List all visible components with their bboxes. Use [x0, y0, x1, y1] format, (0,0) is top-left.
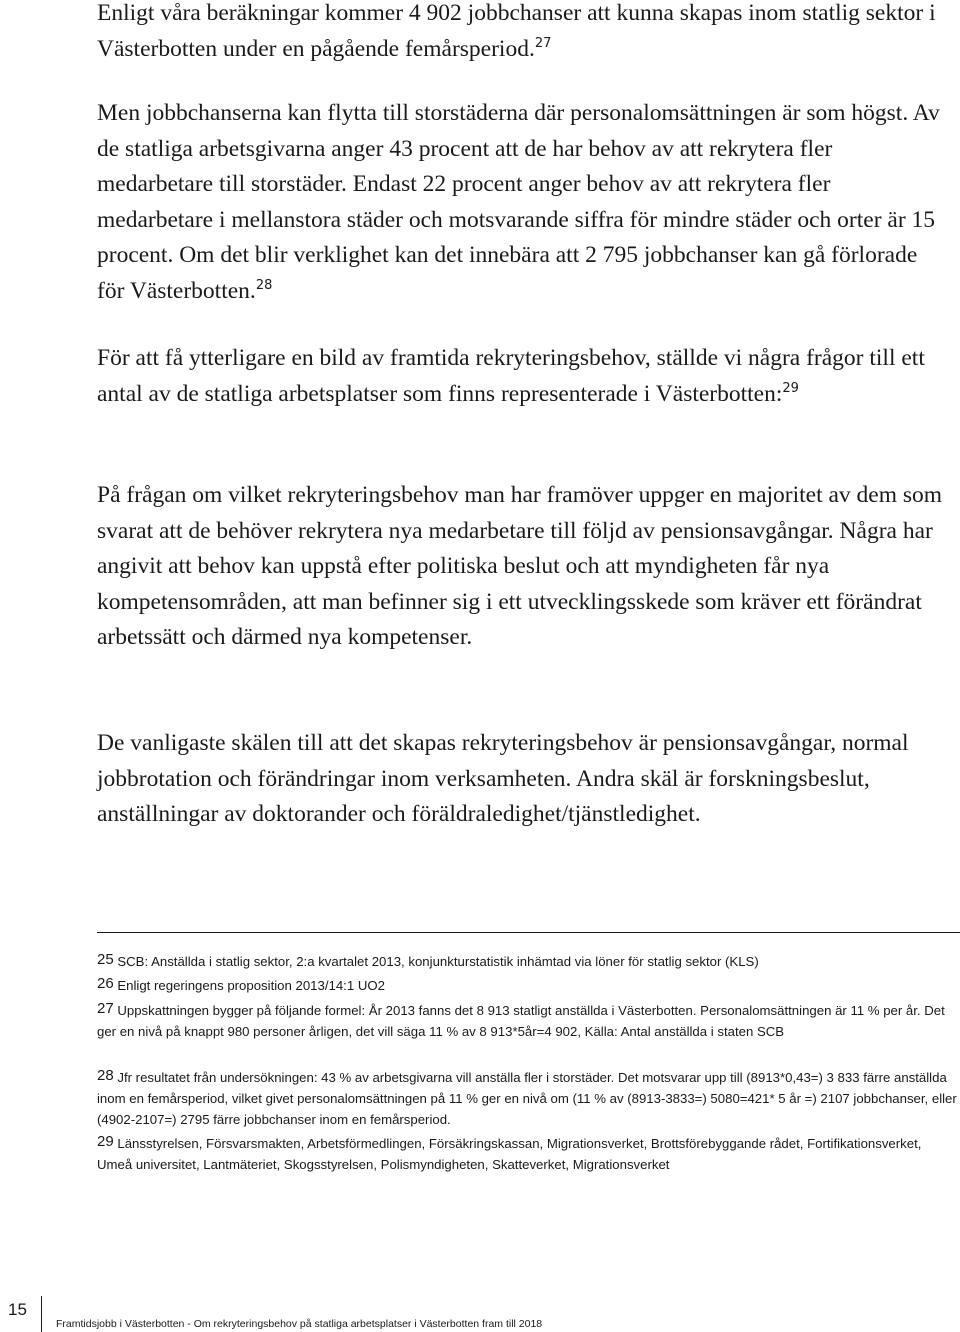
footnote-29: 29 Länsstyrelsen, Försvarsmakten, Arbetsförmedlingen, Försäkringskassan, Migrationsverket, Brottsförebyggande rådet, Fortifikationsverket, Umeå universitet, Lantmäteriet, Skogsstyrelsen, Polismyndigheten, Skatteverket, Migrationsverket: [97, 1133, 922, 1172]
paragraph-1: Enligt våra beräkningar kommer 4 902 jobbchanser att kunna skapas inom statlig sektor i Västerbotten under en pågående femårsperiod.$^{27}$: [97, 0, 936, 62]
footnote-28: 28 Jfr resultatet från undersökningen: 43 % av arbetsgivarna vill anställa fler i storstäder. Det motsvarar upp till (8913*0,43=) 3 833 färre anställda inom en femårsperiod, vilket givet personalomsättningen på 11 % ger en nivå om (11 % av (8913-3833=) 5080=421* 5 år =) 2107 jobbchanser, eller (4902-2107=) 2795 färre jobbchanser inom en femårsperiod.: [97, 1067, 957, 1127]
page-number: 15: [8, 1300, 27, 1319]
footnote-ref-27[interactable]: 27: [534, 35, 552, 51]
footnote-ref-28[interactable]: 28: [255, 277, 273, 293]
footnote-divider: [97, 932, 960, 933]
footnote-27: 27 Uppskattningen bygger på följande formel: År 2013 fanns det 8 913 statligt anställda i Västerbotten. Personalomsättningen är 11 % per år. Det ger en nivå på knappt 980 personer årligen, det vill säga 11 % av 8 913*5år=4 902, Källa: Antal anställda i staten SCB: [97, 1000, 945, 1039]
paragraph-2: Men jobbchanserna kan flytta till storstäderna där personalomsättningen är som högst. Av de statliga arbetsgivarna anger 43 procent att de har behov av att rekrytera fler medarbetare till storstäder. Endast 22 procent anger behov av att rekrytera fler medarbetare i mellanstora städer och motsvarande siffra för mindre städer och orter är 15 procent. Om det blir verklighet kan det innebära att 2 795 jobbchanser kan gå förlorade för Västerbotten.$^{28}$: [97, 100, 940, 304]
footnote-25: 25 SCB: Anställda i statlig sektor, 2:a kvartalet 2013, konjunkturstatistik inhämtad via löner för statlig sektor (KLS): [97, 951, 759, 969]
footnote-ref-29[interactable]: 29: [782, 380, 799, 396]
footer-title: Framtidsjobb i Västerbotten - Om rekryteringsbehov på statliga arbetsplatser i Västerbotten fram till 2018: [56, 1318, 543, 1330]
paragraph-5: De vanligaste skälen till att det skapas rekryteringsbehov är pensionsavgångar, normal jobbrotation och förändringar inom verksamheten. Andra skäl är forskningsbeslut, anställningar av doktorander och föräldraledighet/tjänstledighet.: [97, 730, 909, 827]
paragraph-4: På frågan om vilket rekryteringsbehov man har framöver uppger en majoritet av dem som svarat att de behöver rekrytera nya medarbetare till följd av pensionsavgångar. Några har angivit att behov kan uppstå efter politiska beslut och att myndigheten får nya kompetensområden, att man befinner sig i ett utvecklingsskede som kräver ett förändrat arbetssätt och därmed nya kompetenser.: [97, 482, 943, 650]
paragraph-3: För att få ytterligare en bild av framtida rekryteringsbehov, ställde vi några frågor till ett antal av de statliga arbetsplatser som finns representerade i Västerbotten:$^{29}$: [97, 345, 925, 407]
footnote-26: 26 Enligt regeringens proposition 2013/14:1 UO2: [97, 975, 385, 993]
footer-divider: [41, 1296, 42, 1332]
